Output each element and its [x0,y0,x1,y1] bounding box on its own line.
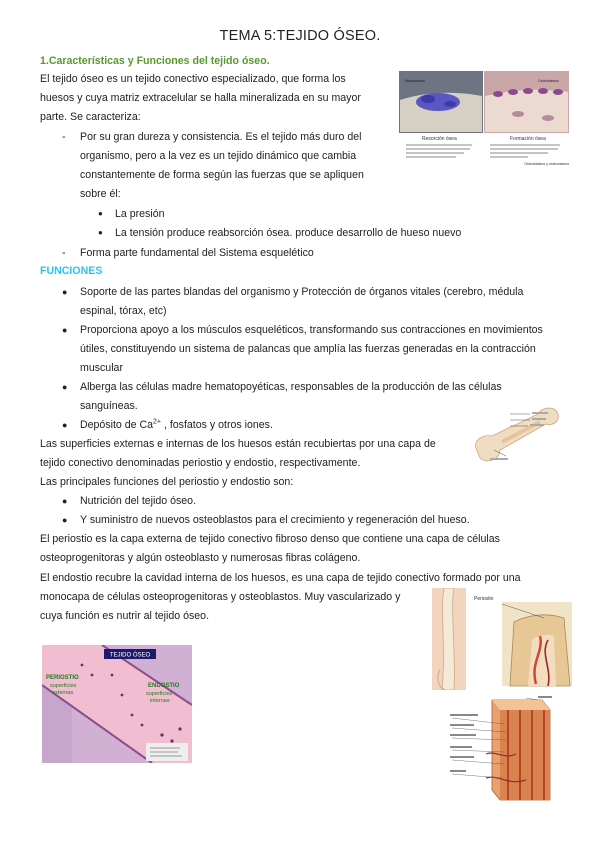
fig3-label: Periostio [474,596,494,602]
fig1-tag-right: Osteoblastos [538,79,559,83]
dash-item-line: organismo, pero a la vez es un tejido dinámico que cambia [80,150,357,162]
dash-item-line: Forma parte fundamental del Sistema esquelético [80,247,314,259]
deposito-text-rest: , fosfatos y otros iones. [161,419,273,431]
figure-tejido-oseo-histologia [42,645,192,763]
periostio-desc-line: osteoprogenitoras y algún osteoblasto y numerosas fibras colágeno. [40,552,361,564]
intro-line: huesos y cuya matriz extracelular se halla mineralizada en su mayor [40,92,361,104]
section-heading-caracteristicas: 1.Características y Funciones del tejido óseo. [40,55,270,67]
bullet-icon: ● [98,209,103,218]
bullet-icon: ● [62,287,68,297]
fig4-int1: superficies [146,691,173,697]
periostio-bullet: Y suministro de nuevos osteoblastos para el crecimiento y regeneración del hueso. [80,514,470,526]
deposito-text: Depósito de Ca [80,419,154,431]
sub-bullet: La tensión produce reabsorción ósea. produce desarrollo de hueso nuevo [115,227,462,239]
page-title: TEMA 5:TEJIDO ÓSEO. [219,28,381,44]
endostio-desc-line: El endostio recubre la cavidad interna de los huesos, es una capa de tejido conectivo formado por una [40,572,521,584]
figure-hueso-compacto [446,694,558,806]
funcion-line: muscular [80,362,123,374]
dash-item-line: constantemente de forma según las fuerzas que se apliquen [80,169,364,181]
funcion-line-deposito [80,416,273,435]
fig4-int2: internas [150,698,170,704]
section-heading-funciones: FUNCIONES [40,265,103,277]
funcion-line: sanguíneas. [80,400,138,412]
endostio-desc-line: cuya función es nutrir al tejido óseo. [40,610,210,622]
dash-item-line: Por su gran dureza y consistencia. Es el tejido más duro del [80,131,362,143]
intro-line: El tejido óseo es un tejido conectivo especializado, que forma los [40,73,346,85]
bullet-icon: ● [62,420,68,430]
funcion-line: Alberga las células madre hematopoyéticas, responsables de la producción de las células [80,381,502,393]
fig4-ext2: externas [52,690,74,696]
funcion-line: Soporte de las partes blandas del organismo y Protección de órganos vitales (cerebro, médula [80,286,524,298]
fig4-endostio: ENDOSTIO [148,683,180,689]
figure-osteoblastos-osteoclastos [398,70,570,168]
bullet-icon: ● [98,228,103,237]
periostio-intro-line: tejido conectivo denominadas periostio y endostio, respectivamente. [40,457,361,469]
fig4-ext1: superficies [50,683,77,689]
funcion-line: útiles, constituyendo un sistema de palancas que amplía las fuerzas generadas en la contracción [80,343,536,355]
figure-femur-periostio [432,588,574,690]
dash-marker: - [62,247,66,259]
bullet-icon: ● [62,515,68,525]
dash-item-line: sobre él: [80,188,121,200]
bullet-icon: ● [62,496,68,506]
intro-line: parte. Se caracteriza: [40,111,141,123]
funcion-line: Proporciona apoyo a los músculos esqueléticos, transformando sus contracciones en movimientos [80,324,543,336]
periostio-intro-line: Las principales funciones del periostio y endostio son: [40,476,294,488]
periostio-intro-line: Las superficies externas e internas de los huesos están recubiertas por una capa de [40,438,436,450]
periostio-bullet: Nutrición del tejido óseo. [80,495,197,507]
fig1-caption: Osteoblastos y osteoclastos [524,162,569,166]
bullet-icon: ● [62,325,68,335]
fig1-left-label: Resorción ósea [422,136,457,142]
funcion-line: espinal, tórax, etc) [80,305,167,317]
bullet-icon: ● [62,382,68,392]
fig1-right-label: Formación ósea [510,136,546,142]
dash-marker: - [62,131,66,143]
fig4-periostio: PERIOSTIO [46,675,79,681]
sub-bullet: La presión [115,208,165,220]
figure-bone-section [470,402,562,466]
fig1-tag-left: Osteoclastos [404,79,425,83]
periostio-desc-line: El periostio es la capa externa de tejido conectivo fibroso denso que contiene una capa de células [40,533,500,545]
endostio-desc-line: monocapa de células osteoprogenitoras y osteoblastos. Muy vascularizado y [40,591,401,603]
calcium-charge: 2+ [153,418,162,426]
fig4-title: TEJIDO ÓSEO [109,652,151,659]
